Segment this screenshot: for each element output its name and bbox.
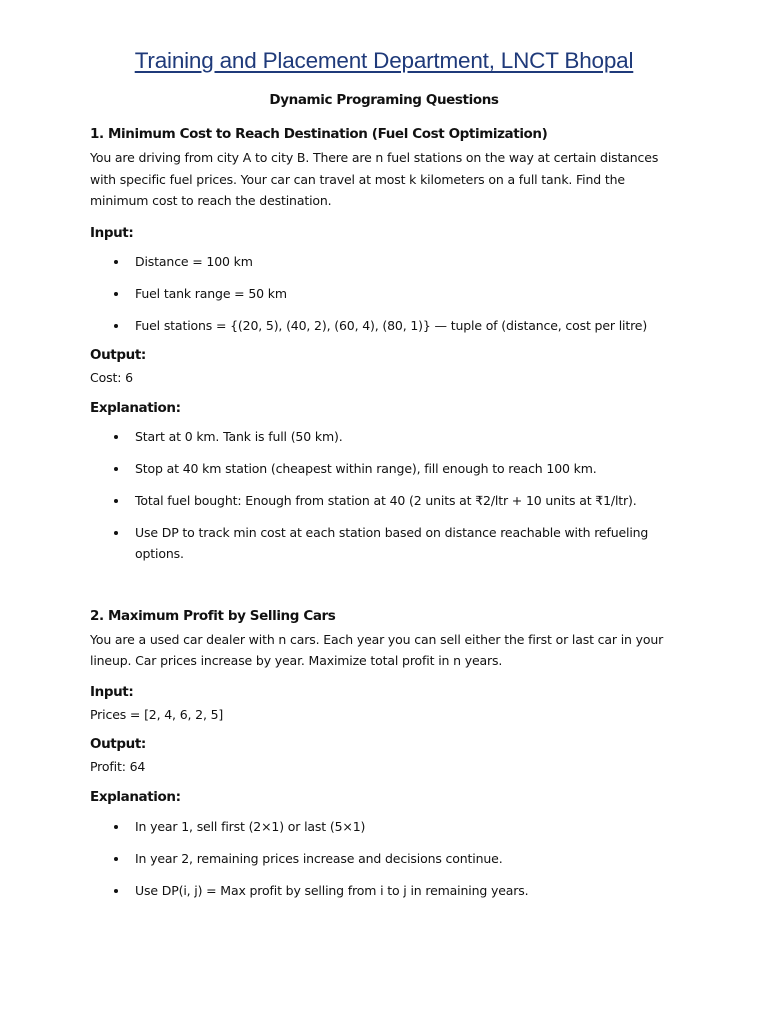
q2-output: Profit: 64: [90, 759, 146, 774]
q2-explanation-label: Explanation:: [90, 788, 181, 805]
list-item: Use DP(i, j) = Max profit by selling from i to j in remaining years.: [90, 880, 670, 902]
list-item: In year 1, sell first (2×1) or last (5×1): [90, 816, 670, 838]
page-title: Training and Placement Department, LNCT Bhopal: [134, 48, 634, 73]
q2-heading: 2. Maximum Profit by Selling Cars: [90, 607, 336, 624]
q1-explanation-label: Explanation:: [90, 399, 181, 416]
bullet-icon: [114, 324, 118, 328]
q1-heading: 1. Minimum Cost to Reach Destination (Fuel Cost Optimization): [90, 126, 548, 142]
q1-description: You are driving from city A to city B. There are n fuel stations on the way at certain distances with specific fuel prices. Your car can travel at most k kilometers on a full tank. Find the minimum cost to reach the destination.: [90, 150, 659, 208]
bullet-icon: [114, 531, 118, 535]
list-item: In year 2, remaining prices increase and decisions continue.: [90, 848, 670, 870]
q1-output-label: Output:: [90, 347, 146, 363]
list-item: Use DP to track min cost at each station based on distance reachable with refueling options.: [90, 522, 670, 565]
bullet-icon: [114, 825, 118, 829]
q1-input-list: [90, 251, 670, 337]
list-item: Start at 0 km. Tank is full (50 km).: [90, 426, 670, 448]
q2-input-label: Input:: [90, 683, 134, 700]
list-item: Distance = 100 km: [90, 251, 670, 273]
bullet-icon: [114, 499, 118, 503]
q2-output-label: Output:: [90, 736, 146, 752]
q1-input-label: Input:: [90, 224, 134, 241]
bullet-icon: [114, 467, 118, 471]
bullet-icon: [114, 292, 118, 296]
q2-description: You are a used car dealer with n cars. Each year you can sell either the first or last car in your lineup. Car prices increase by year. Maximize total profit in n years.: [90, 631, 664, 668]
list-item: Fuel tank range = 50 km: [90, 283, 670, 305]
page-subtitle: Dynamic Programing Questions: [269, 92, 499, 108]
list-item: Fuel stations = {(20, 5), (40, 2), (60, 4), (80, 1)} — tuple of (distance, cost per litre): [90, 315, 670, 337]
q1-explanation-list: [90, 426, 670, 565]
q1-output: Cost: 6: [90, 370, 133, 385]
list-item: Total fuel bought: Enough from station at 40 (2 units at ₹2/ltr + 10 units at ₹1/ltr).: [90, 490, 670, 512]
bullet-icon: [114, 857, 118, 861]
bullet-icon: [114, 889, 118, 893]
list-item: Stop at 40 km station (cheapest within range), fill enough to reach 100 km.: [90, 458, 670, 480]
document-body: [90, 125, 670, 901]
bullet-icon: [114, 435, 118, 439]
bullet-icon: [114, 260, 118, 264]
q2-explanation-list: [90, 816, 670, 902]
q2-input: Prices = [2, 4, 6, 2, 5]: [90, 706, 224, 722]
